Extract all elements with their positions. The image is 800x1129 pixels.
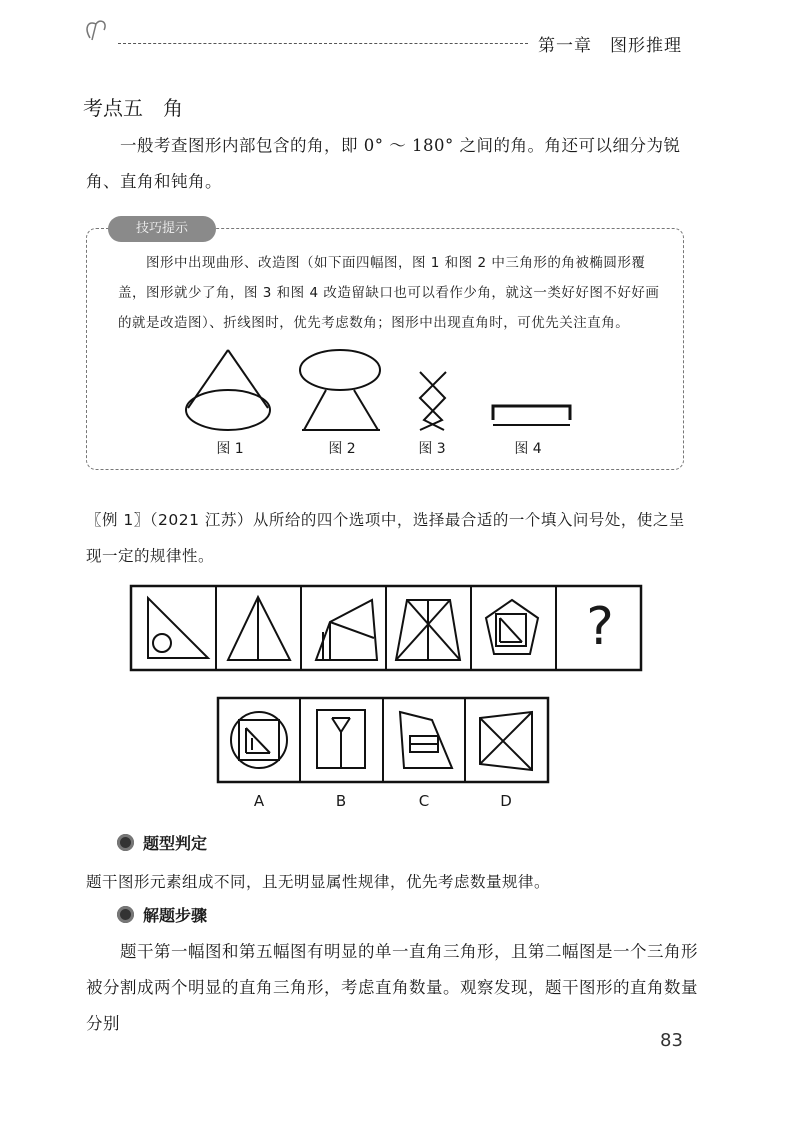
type-text: 题干图形元素组成不同，且无明显属性规律，优先考虑数量规律。 <box>86 873 551 891</box>
question-panel-4 <box>396 600 460 660</box>
option-a-figure <box>231 712 287 768</box>
chapter-title: 第一章 图形推理 <box>538 36 682 56</box>
tip-text: 图形中出现曲形、改造图（如下面四幅图，图 1 和图 2 中三角形的角被椭圆形覆盖，图形就少了角，图 3 和图 4 改造留缺口也可以看作少角，就这一类好好图不好好画的就是改造图）、折线图时，优先考虑数角；图形中出现直角时，可优先关注直角。 <box>118 255 660 331</box>
question-panel-3 <box>316 600 377 660</box>
caption-figure-1: 图 1 <box>216 441 244 457</box>
page-number: 83 <box>660 1030 683 1051</box>
question-panel-5 <box>486 600 538 654</box>
caption-figure-4: 图 4 <box>514 441 542 457</box>
option-d-label: D <box>500 792 512 810</box>
bullet-icon <box>117 834 134 851</box>
question-panel-1 <box>148 598 208 658</box>
question-mark: ? <box>586 597 614 657</box>
steps-heading: 解题步骤 <box>143 906 208 925</box>
steps-text: 题干第一幅图和第五幅图有明显的单一直角三角形，且第二幅图是一个三角形被分割成两个明显的直角三角形，考虑直角数量。观察发现，题干图形的直角数量分别 <box>86 942 698 1033</box>
option-b-label: B <box>335 792 347 810</box>
tip-label: 技巧提示 <box>108 216 216 242</box>
option-c-label: C <box>418 792 430 810</box>
type-heading: 题型判定 <box>143 834 208 853</box>
option-c-figure <box>400 712 452 768</box>
question-panel-2 <box>228 597 290 660</box>
caption-figure-3: 图 3 <box>418 441 446 457</box>
example-question: 〖例 1〗（2021 江苏）从所给的四个选项中，选择最合适的一个填入问号处，使之呈现一定的规律性。 <box>86 511 685 565</box>
option-b-figure <box>317 710 365 768</box>
option-d-figure <box>480 712 532 770</box>
caption-figure-2: 图 2 <box>328 441 356 457</box>
section-title: 考点五 角 <box>83 96 183 120</box>
intro-paragraph: 一般考查图形内部包含的角，即 0° ～ 180° 之间的角。角还可以细分为锐角、直角和钝角。 <box>86 136 681 191</box>
option-a-label: A <box>253 792 265 810</box>
bullet-icon <box>117 906 134 923</box>
